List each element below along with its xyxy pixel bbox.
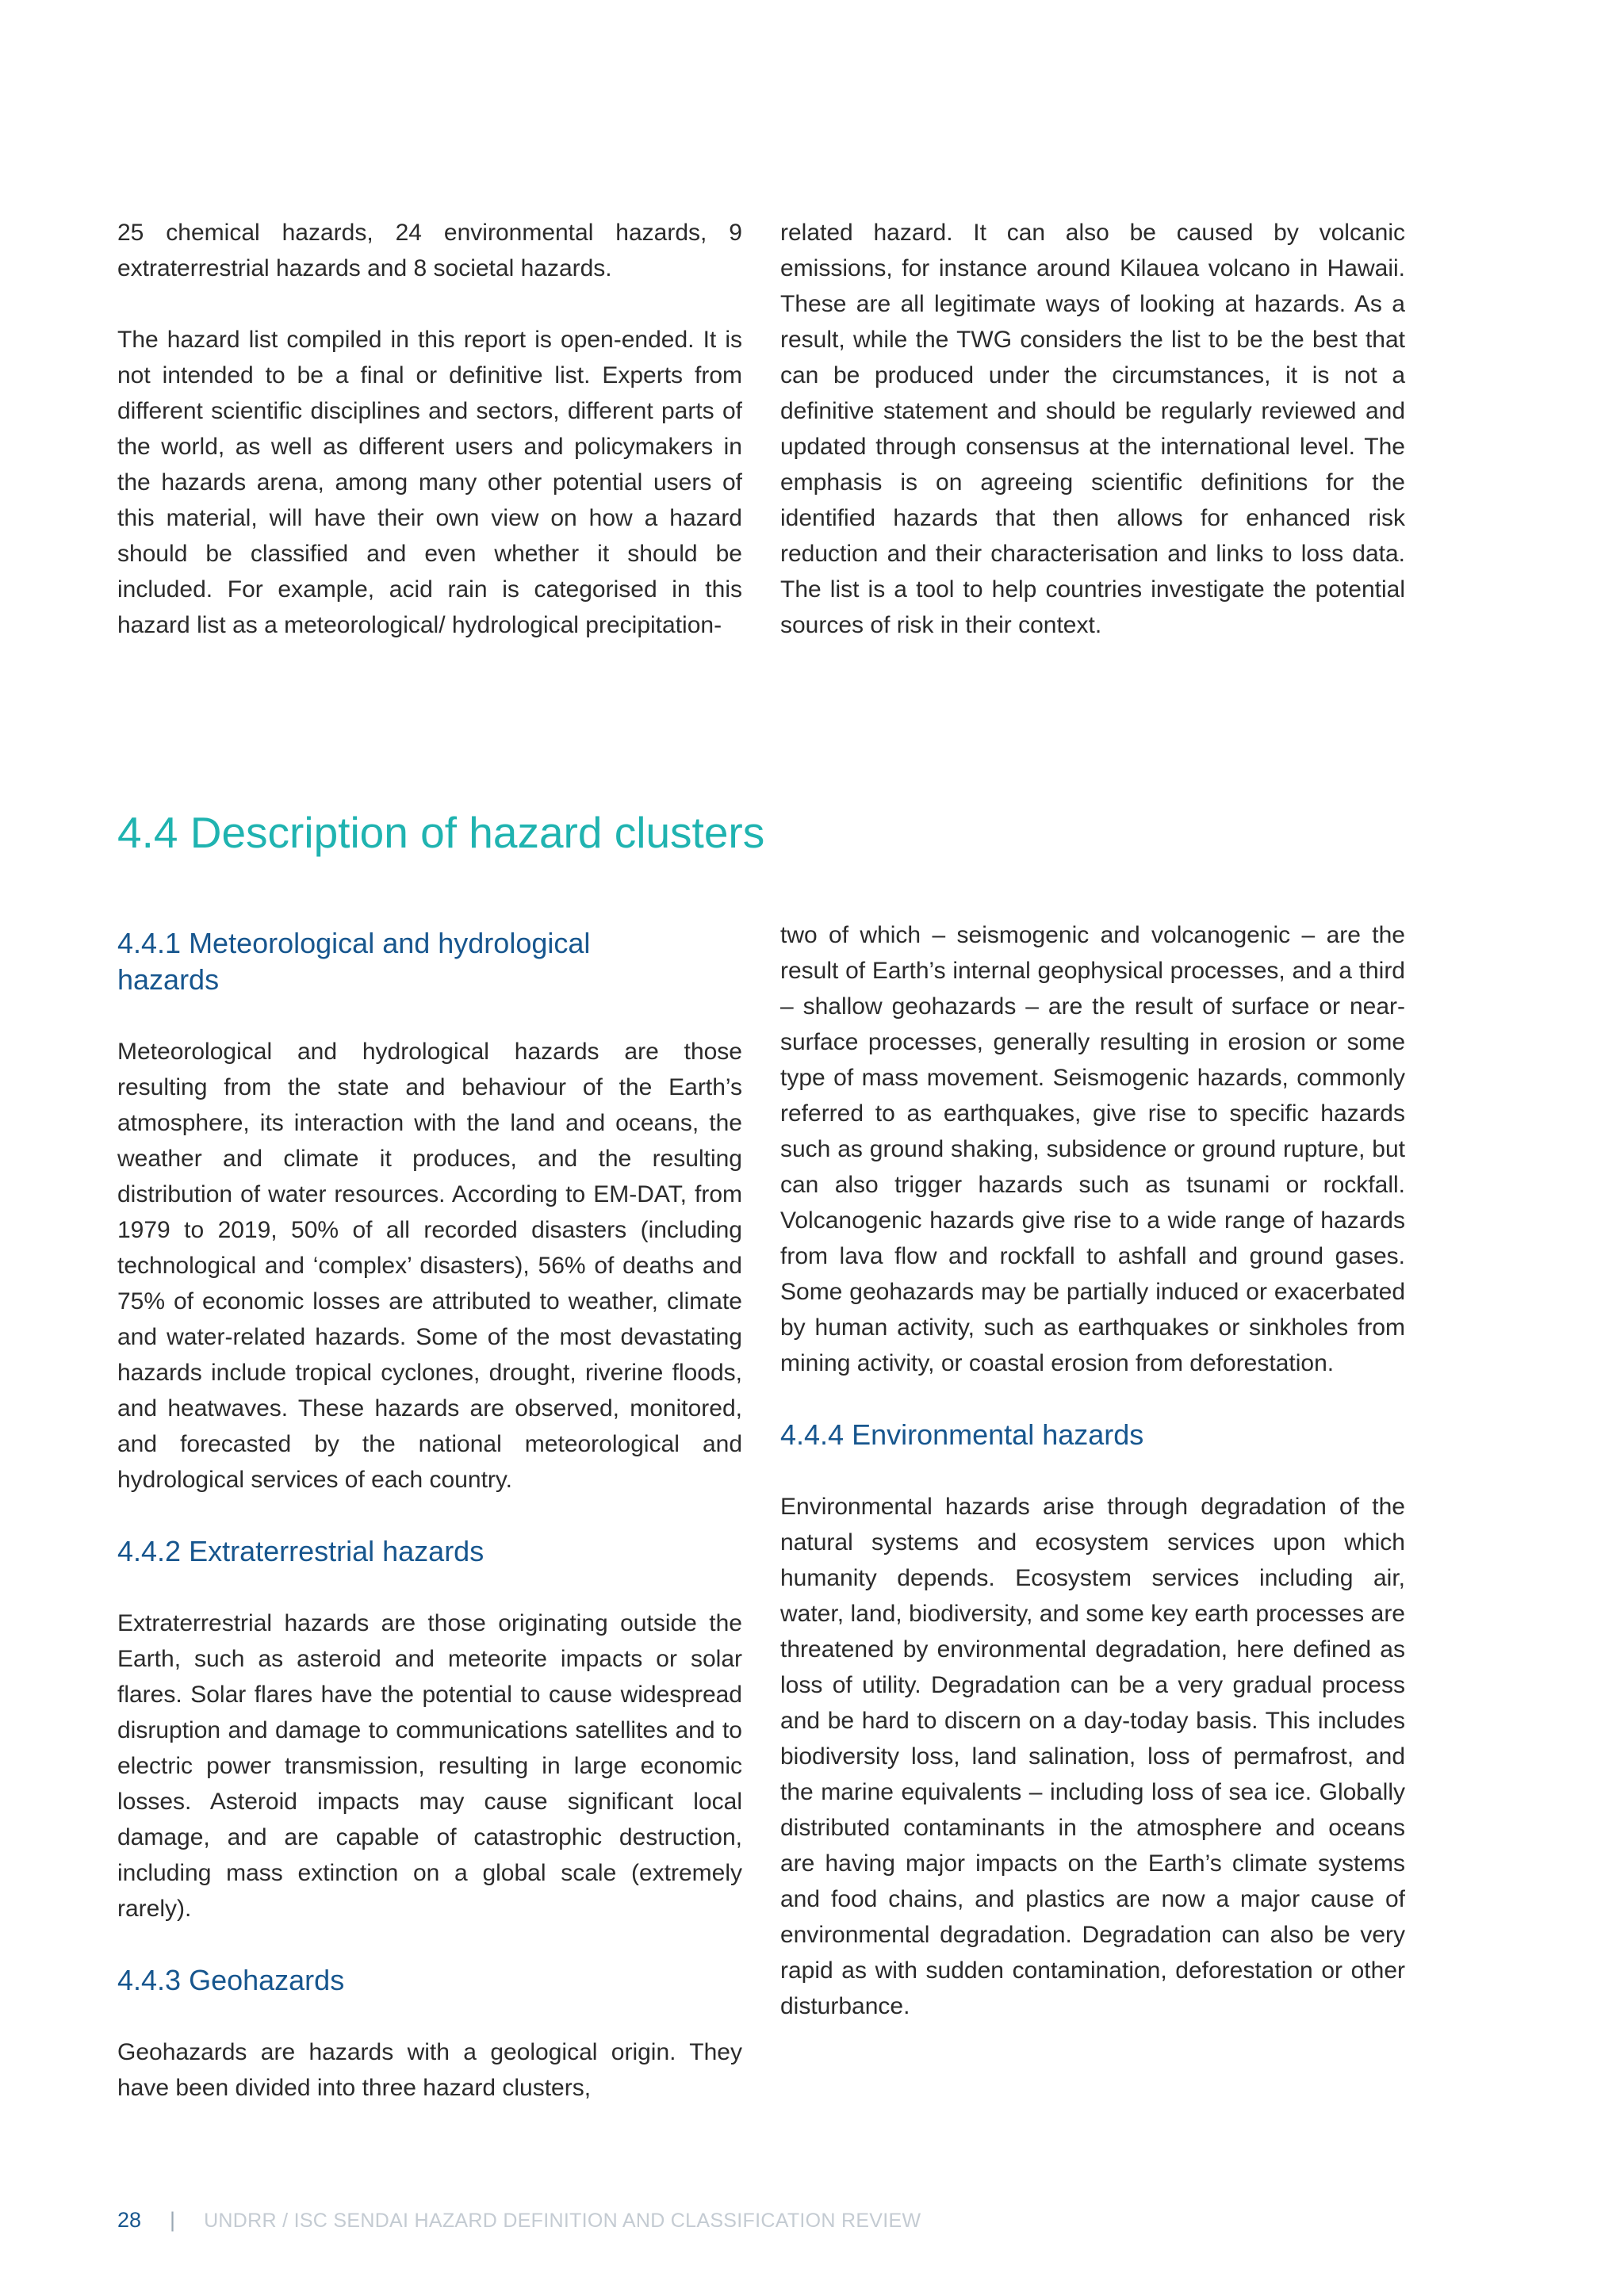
heading-geohazards: 4.4.3 Geohazards — [117, 1964, 345, 1996]
paragraph-meteorological-hydrological: Meteorological and hydrological hazards are those resulting from the state and behaviour of the Earth’s atmosphere, its interaction with the land and oceans, the weather and climate it produces, and the resulting distribution of water resources. According to EM-DAT, from 1979 to 2019, 50% of all recorded disasters (including technological and ‘complex’ disasters), 56% of deaths and 75% of economic losses are attributed to weather, climate and water-related hazards. Some of the most devastating hazards include tropical cyclones, drought, riverine floods, and heatwaves. These hazards are observed, monitored, and forecasted by the national meteorological and hydrological services of each country. — [117, 1039, 742, 1493]
section-title: 4.4 Description of hazard clusters — [117, 808, 765, 857]
heading-meteorological-hydrological: 4.4.1 Meteorological and hydrological hazards — [117, 927, 591, 996]
paragraph-geohazards-continued: two of which – seismogenic and volcanogenic – are the result of Earth’s internal geophysical processes, and a third – shallow geohazards – are the result of surface or near-surface processes, generally resulting in erosion or some type of mass movement. Seismogenic hazards, commonly referred to as earthquakes, give rise to specific hazards such as ground shaking, subsidence or ground rupture, but can also trigger hazards such as tsunami or rockfall. Volcanogenic hazards give rise to a wide range of hazards from lava flow and rockfall to ashfall and ground gases. Some geohazards may be partially induced or exacerbated by human activity, such as earthquakes or sinkholes from mining activity, or coastal erosion from deforestation. — [780, 922, 1405, 1376]
paragraph-extraterrestrial: Extraterrestrial hazards are those originating outside the Earth, such as asteroid and meteorite impacts or solar flares. Solar flares have the potential to cause widespread disruption and damage to communications satellites and to electric power transmission, resulting in large economic losses. Asteroid impacts may cause significant local damage, and are capable of catastrophic destruction, including mass extinction on a global scale (extremely rarely). — [117, 1610, 742, 1922]
footer-document-title: UNDRR / ISC SENDAI HAZARD DEFINITION AND CLASSIFICATION REVIEW — [204, 2210, 921, 2232]
intro-right-column — [780, 215, 1405, 643]
paragraph-geohazards-start: Geohazards are hazards with a geological origin. They have been divided into three hazard clusters, — [117, 2039, 742, 2101]
heading-extraterrestrial: 4.4.2 Extraterrestrial hazards — [117, 1535, 485, 1567]
clusters-left-column — [117, 925, 742, 2106]
heading-environmental: 4.4.4 Environmental hazards — [780, 1418, 1144, 1451]
clusters-right-column — [780, 917, 1405, 2024]
page-footer — [117, 2206, 921, 2235]
page-number: 28 — [117, 2208, 142, 2232]
intro-paragraph: The hazard list compiled in this report is open-ended. It is not intended to be a final or definitive list. Experts from different scientific disciplines and sectors, different parts of the world, as well as different users and policymakers in the hazards arena, among many other potential users of this material, will have their own view on how a hazard should be classified and even whether it should be included. For example, acid rain is categorised in this hazard list as a meteorological/ hydrological precipitation- — [117, 327, 742, 638]
intro-left-column — [117, 215, 742, 643]
paragraph-environmental: Environmental hazards arise through degradation of the natural systems and ecosystem services upon which humanity depends. Ecosystem services including air, water, land, biodiversity, and some key earth processes are threatened by environmental degradation, here defined as loss of utility. Degradation can be a very gradual process and be hard to discern on a day-today basis. This includes biodiversity loss, land salination, loss of permafrost, and the marine equivalents – including loss of sea ice. Globally distributed contaminants in the atmosphere and oceans are having major impacts on the Earth’s climate systems and food chains, and plastics are now a major cause of environmental degradation. Degradation can also be very rapid as with sudden contamination, deforestation or other disturbance. — [780, 1494, 1405, 2019]
footer-separator: | — [170, 2208, 176, 2232]
intro-paragraph: related hazard. It can also be caused by volcanic emissions, for instance around Kilauea volcano in Hawaii. These are all legitimate ways of looking at hazards. As a result, while the TWG considers the list to be the best that can be produced under the circumstances, it is not a definitive statement and should be regularly reviewed and updated through consensus at the international level. The emphasis is on agreeing scientific definitions for the identified hazards that then allows for enhanced risk reduction and their characterisation and links to loss data. The list is a tool to help countries investigate the potential sources of risk in their context. — [780, 220, 1405, 638]
intro-paragraph: 25 chemical hazards, 24 environmental hazards, 9 extraterrestrial hazards and 8 societal hazards. — [117, 220, 742, 281]
